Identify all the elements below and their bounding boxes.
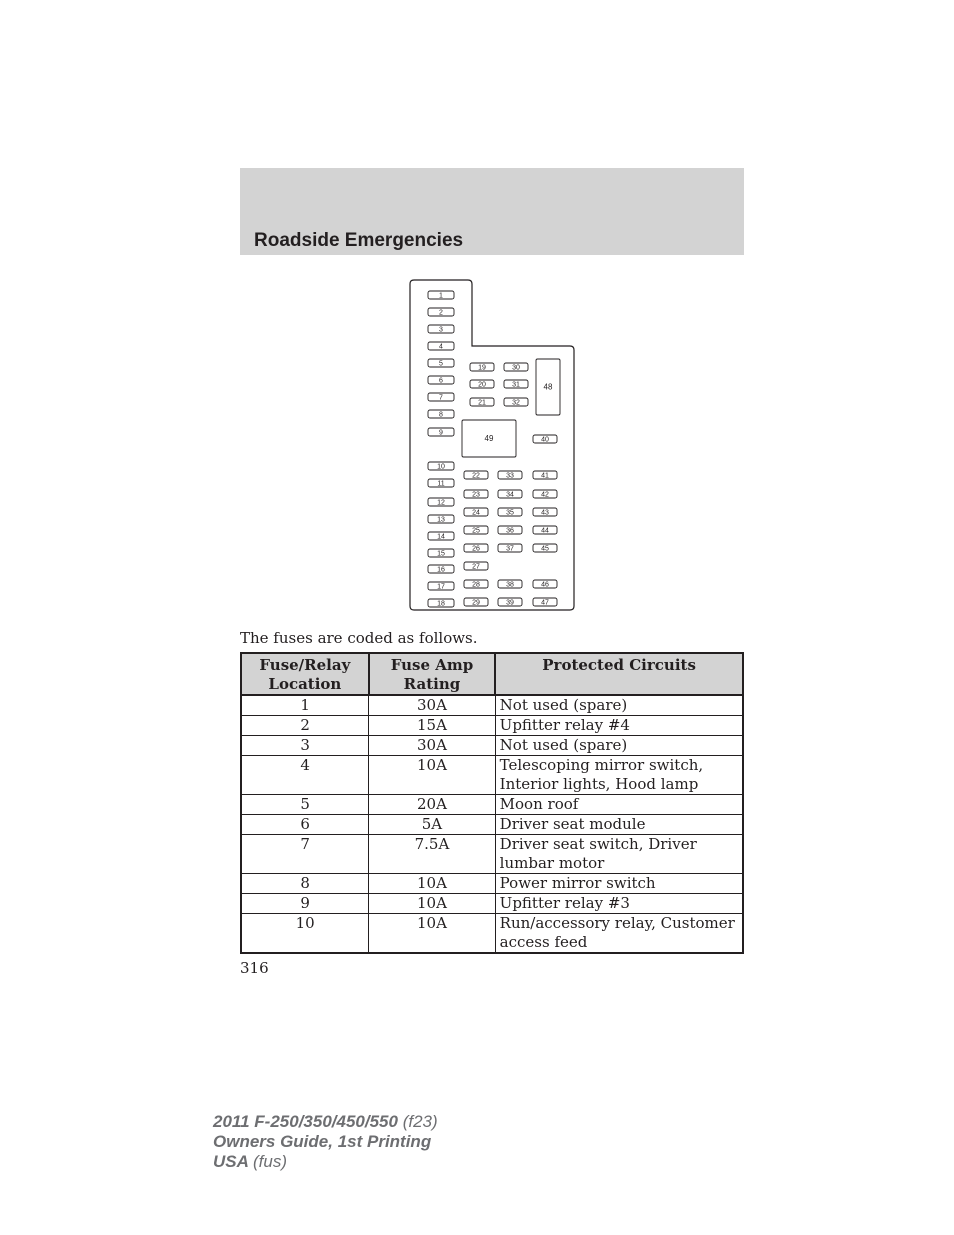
fuse-label: 26	[472, 545, 480, 553]
fuse-15	[428, 549, 454, 557]
fuse-45	[533, 544, 557, 552]
rating-cell: 7.5A	[369, 835, 495, 874]
circuits-cell: Upfitter relay #3	[495, 894, 743, 914]
fuse-label: 25	[472, 527, 480, 535]
table-row	[241, 795, 743, 815]
fuse-10	[428, 462, 454, 470]
page-number: 316	[240, 959, 269, 977]
fuse-11	[428, 479, 454, 487]
location-cell: 1	[241, 695, 369, 716]
location-cell: 10	[241, 914, 369, 954]
location-cell: 3	[241, 736, 369, 756]
relay-48	[536, 359, 560, 415]
rating-cell: 10A	[369, 756, 495, 795]
intro-text: The fuses are coded as follows.	[240, 629, 478, 647]
table-header-row	[241, 653, 743, 695]
table-row	[241, 835, 743, 874]
fuse-label: 10	[437, 463, 445, 471]
rating-cell: 30A	[369, 736, 495, 756]
fuse-label: 28	[472, 581, 480, 589]
fuse-9	[428, 428, 454, 436]
fuse-7	[428, 393, 454, 401]
fuse-label: 7	[439, 394, 443, 402]
table-row	[241, 815, 743, 835]
section-title: Roadside Emergencies	[254, 230, 464, 251]
location-cell: 2	[241, 716, 369, 736]
fuse-label: 46	[541, 581, 549, 589]
fuse-label: 24	[472, 509, 480, 517]
fuse-label: 37	[506, 545, 514, 553]
fuse-label: 41	[541, 472, 549, 480]
circuits-cell: Telescoping mirror switch, Interior lights, Hood lamp	[495, 756, 743, 795]
fuse-label: 12	[437, 499, 445, 507]
fuse-17	[428, 582, 454, 590]
footer-line-market	[213, 1152, 438, 1172]
fuse-38	[498, 580, 522, 588]
fuse-label: 32	[512, 399, 520, 407]
rating-cell: 15A	[369, 716, 495, 736]
table-row	[241, 716, 743, 736]
fuse-33	[498, 471, 522, 479]
fuse-4	[428, 342, 454, 350]
table-row	[241, 695, 743, 716]
relay-label: 48	[543, 382, 553, 392]
relay-49	[462, 420, 516, 457]
fuse-panel-diagram	[408, 278, 578, 614]
fuse-13	[428, 515, 454, 523]
fuse-label: 6	[439, 377, 443, 385]
fuse-label: 19	[478, 364, 486, 372]
fuse-label: 34	[506, 491, 514, 499]
footer-model-code: (f23)	[402, 1112, 438, 1131]
fuse-20	[470, 380, 494, 388]
circuits-cell: Upfitter relay #4	[495, 716, 743, 736]
fuse-label: 22	[472, 472, 480, 480]
fuse-39	[498, 598, 522, 606]
fuse-37	[498, 544, 522, 552]
location-cell: 8	[241, 874, 369, 894]
circuits-cell: Run/accessory relay, Customer access feed	[495, 914, 743, 954]
fuse-label: 11	[437, 480, 445, 488]
fuse-42	[533, 490, 557, 498]
fuse-6	[428, 376, 454, 384]
fuse-18	[428, 599, 454, 607]
fuse-3	[428, 325, 454, 333]
fuse-label: 40	[541, 436, 549, 444]
fuse-label: 21	[478, 399, 486, 407]
column-header-circuits: Protected Circuits	[495, 653, 743, 695]
footer-model: 2011 F-250/350/450/550	[213, 1112, 398, 1131]
fuse-29	[464, 598, 488, 606]
rating-cell: 10A	[369, 874, 495, 894]
rating-cell: 10A	[369, 894, 495, 914]
fuse-34	[498, 490, 522, 498]
fuse-31	[504, 380, 528, 388]
fuse-2	[428, 308, 454, 316]
fuse-label: 27	[472, 563, 480, 571]
fuse-22	[464, 471, 488, 479]
circuits-cell: Not used (spare)	[495, 695, 743, 716]
footer-market-code: (fus)	[253, 1152, 287, 1171]
fuse-26	[464, 544, 488, 552]
fuse-36	[498, 526, 522, 534]
fuse-label: 17	[437, 583, 445, 591]
footer-line-model	[213, 1112, 438, 1132]
circuits-cell: Driver seat switch, Driver lumbar motor	[495, 835, 743, 874]
fuse-32	[504, 398, 528, 406]
fuse-47	[533, 598, 557, 606]
fuse-40	[533, 435, 557, 443]
rating-cell: 30A	[369, 695, 495, 716]
fuse-label: 38	[506, 581, 514, 589]
fuse-label: 9	[439, 429, 443, 437]
fuse-label: 29	[472, 599, 480, 607]
fuse-16	[428, 565, 454, 573]
fuse-label: 5	[439, 360, 443, 368]
fuse-27	[464, 562, 488, 570]
fuse-label: 13	[437, 516, 445, 524]
fuse-label: 20	[478, 381, 486, 389]
location-cell: 6	[241, 815, 369, 835]
fuse-30	[504, 363, 528, 371]
rating-cell: 5A	[369, 815, 495, 835]
fuse-label: 1	[439, 292, 443, 300]
fuse-label: 45	[541, 545, 549, 553]
fuse-label: 47	[541, 599, 549, 607]
location-cell: 4	[241, 756, 369, 795]
table-row	[241, 894, 743, 914]
circuits-cell: Driver seat module	[495, 815, 743, 835]
location-cell: 5	[241, 795, 369, 815]
fuse-label: 43	[541, 509, 549, 517]
fuse-25	[464, 526, 488, 534]
fuse-label: 39	[506, 599, 514, 607]
fuse-23	[464, 490, 488, 498]
fuse-table	[240, 652, 744, 954]
fuse-19	[470, 363, 494, 371]
fuse-14	[428, 532, 454, 540]
fuse-28	[464, 580, 488, 588]
fuse-1	[428, 291, 454, 299]
fuse-label: 18	[437, 600, 445, 608]
fuse-label: 2	[439, 309, 443, 317]
fuse-35	[498, 508, 522, 516]
column-header-rating: Fuse Amp Rating	[369, 653, 495, 695]
fuse-label: 14	[437, 533, 445, 541]
fuse-label: 23	[472, 491, 480, 499]
fuse-8	[428, 410, 454, 418]
location-cell: 7	[241, 835, 369, 874]
fuse-12	[428, 498, 454, 506]
fuse-41	[533, 471, 557, 479]
rating-cell: 10A	[369, 914, 495, 954]
fuse-label: 33	[506, 472, 514, 480]
fuse-label: 31	[512, 381, 520, 389]
document-footer	[213, 1112, 438, 1172]
table-row	[241, 914, 743, 954]
fuse-label: 8	[439, 411, 443, 419]
section-header-band	[240, 168, 744, 255]
relay-label: 49	[484, 433, 494, 443]
fuse-label: 42	[541, 491, 549, 499]
circuits-cell: Not used (spare)	[495, 736, 743, 756]
fuse-44	[533, 526, 557, 534]
circuits-cell: Power mirror switch	[495, 874, 743, 894]
fuse-label: 16	[437, 566, 445, 574]
fuse-label: 4	[439, 343, 443, 351]
fuse-label: 44	[541, 527, 549, 535]
fuse-5	[428, 359, 454, 367]
fuse-21	[470, 398, 494, 406]
location-cell: 9	[241, 894, 369, 914]
fuse-43	[533, 508, 557, 516]
circuits-cell: Moon roof	[495, 795, 743, 815]
table-row	[241, 736, 743, 756]
footer-line-edition: Owners Guide, 1st Printing	[213, 1132, 432, 1151]
fuse-label: 15	[437, 550, 445, 558]
table-row	[241, 874, 743, 894]
fuse-24	[464, 508, 488, 516]
rating-cell: 20A	[369, 795, 495, 815]
fuse-label: 3	[439, 326, 443, 334]
table-row	[241, 756, 743, 795]
fuse-label: 30	[512, 364, 520, 372]
footer-market: USA	[213, 1152, 249, 1171]
fuse-label: 36	[506, 527, 514, 535]
fuse-46	[533, 580, 557, 588]
fuse-label: 35	[506, 509, 514, 517]
column-header-location: Fuse/Relay Location	[241, 653, 369, 695]
